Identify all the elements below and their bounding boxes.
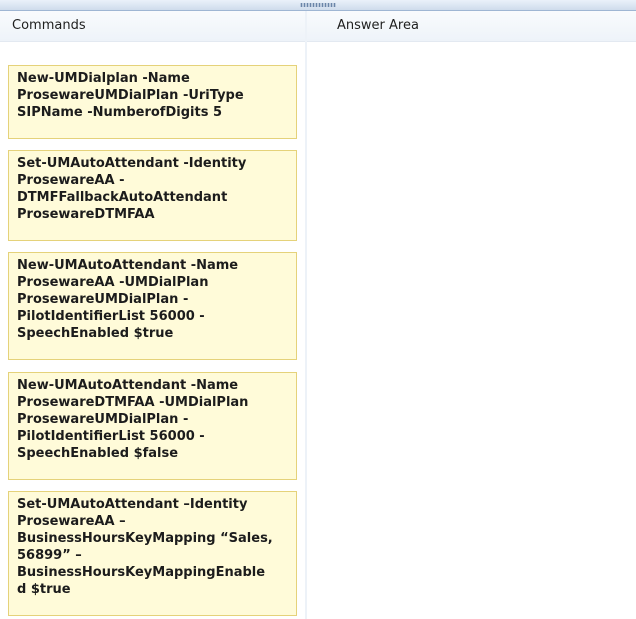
grip-handle-icon[interactable]: [300, 3, 336, 7]
command-item[interactable]: New-UMAutoAttendant -Name ProsewareAA -UMDialPlan ProsewareUMDialPlan - PilotIdentifierList 56000 - SpeechEnabled $true: [8, 252, 297, 360]
answer-area-panel[interactable]: [307, 11, 636, 619]
commands-header: Commands: [0, 11, 305, 42]
command-item[interactable]: Set-UMAutoAttendant –Identity ProsewareAA – BusinessHoursKeyMapping “Sales, 56899” – BusinessHoursKeyMappingEnable d $true: [8, 491, 297, 616]
command-item[interactable]: Set-UMAutoAttendant -Identity ProsewareAA - DTMFFallbackAutoAttendant ProsewareDTMFAA: [8, 150, 297, 241]
commands-panel: [0, 11, 307, 619]
answer-area-header: Answer Area: [307, 11, 636, 42]
command-item[interactable]: New-UMAutoAttendant -Name ProsewareDTMFAA -UMDialPlan ProsewareUMDialPlan - PilotIdentifierList 56000 - SpeechEnabled $false: [8, 372, 297, 480]
command-item[interactable]: New-UMDialplan -Name ProsewareUMDialPlan -UriType SIPName -NumberofDigits 5: [8, 65, 297, 139]
splitter-bar[interactable]: [0, 0, 636, 11]
